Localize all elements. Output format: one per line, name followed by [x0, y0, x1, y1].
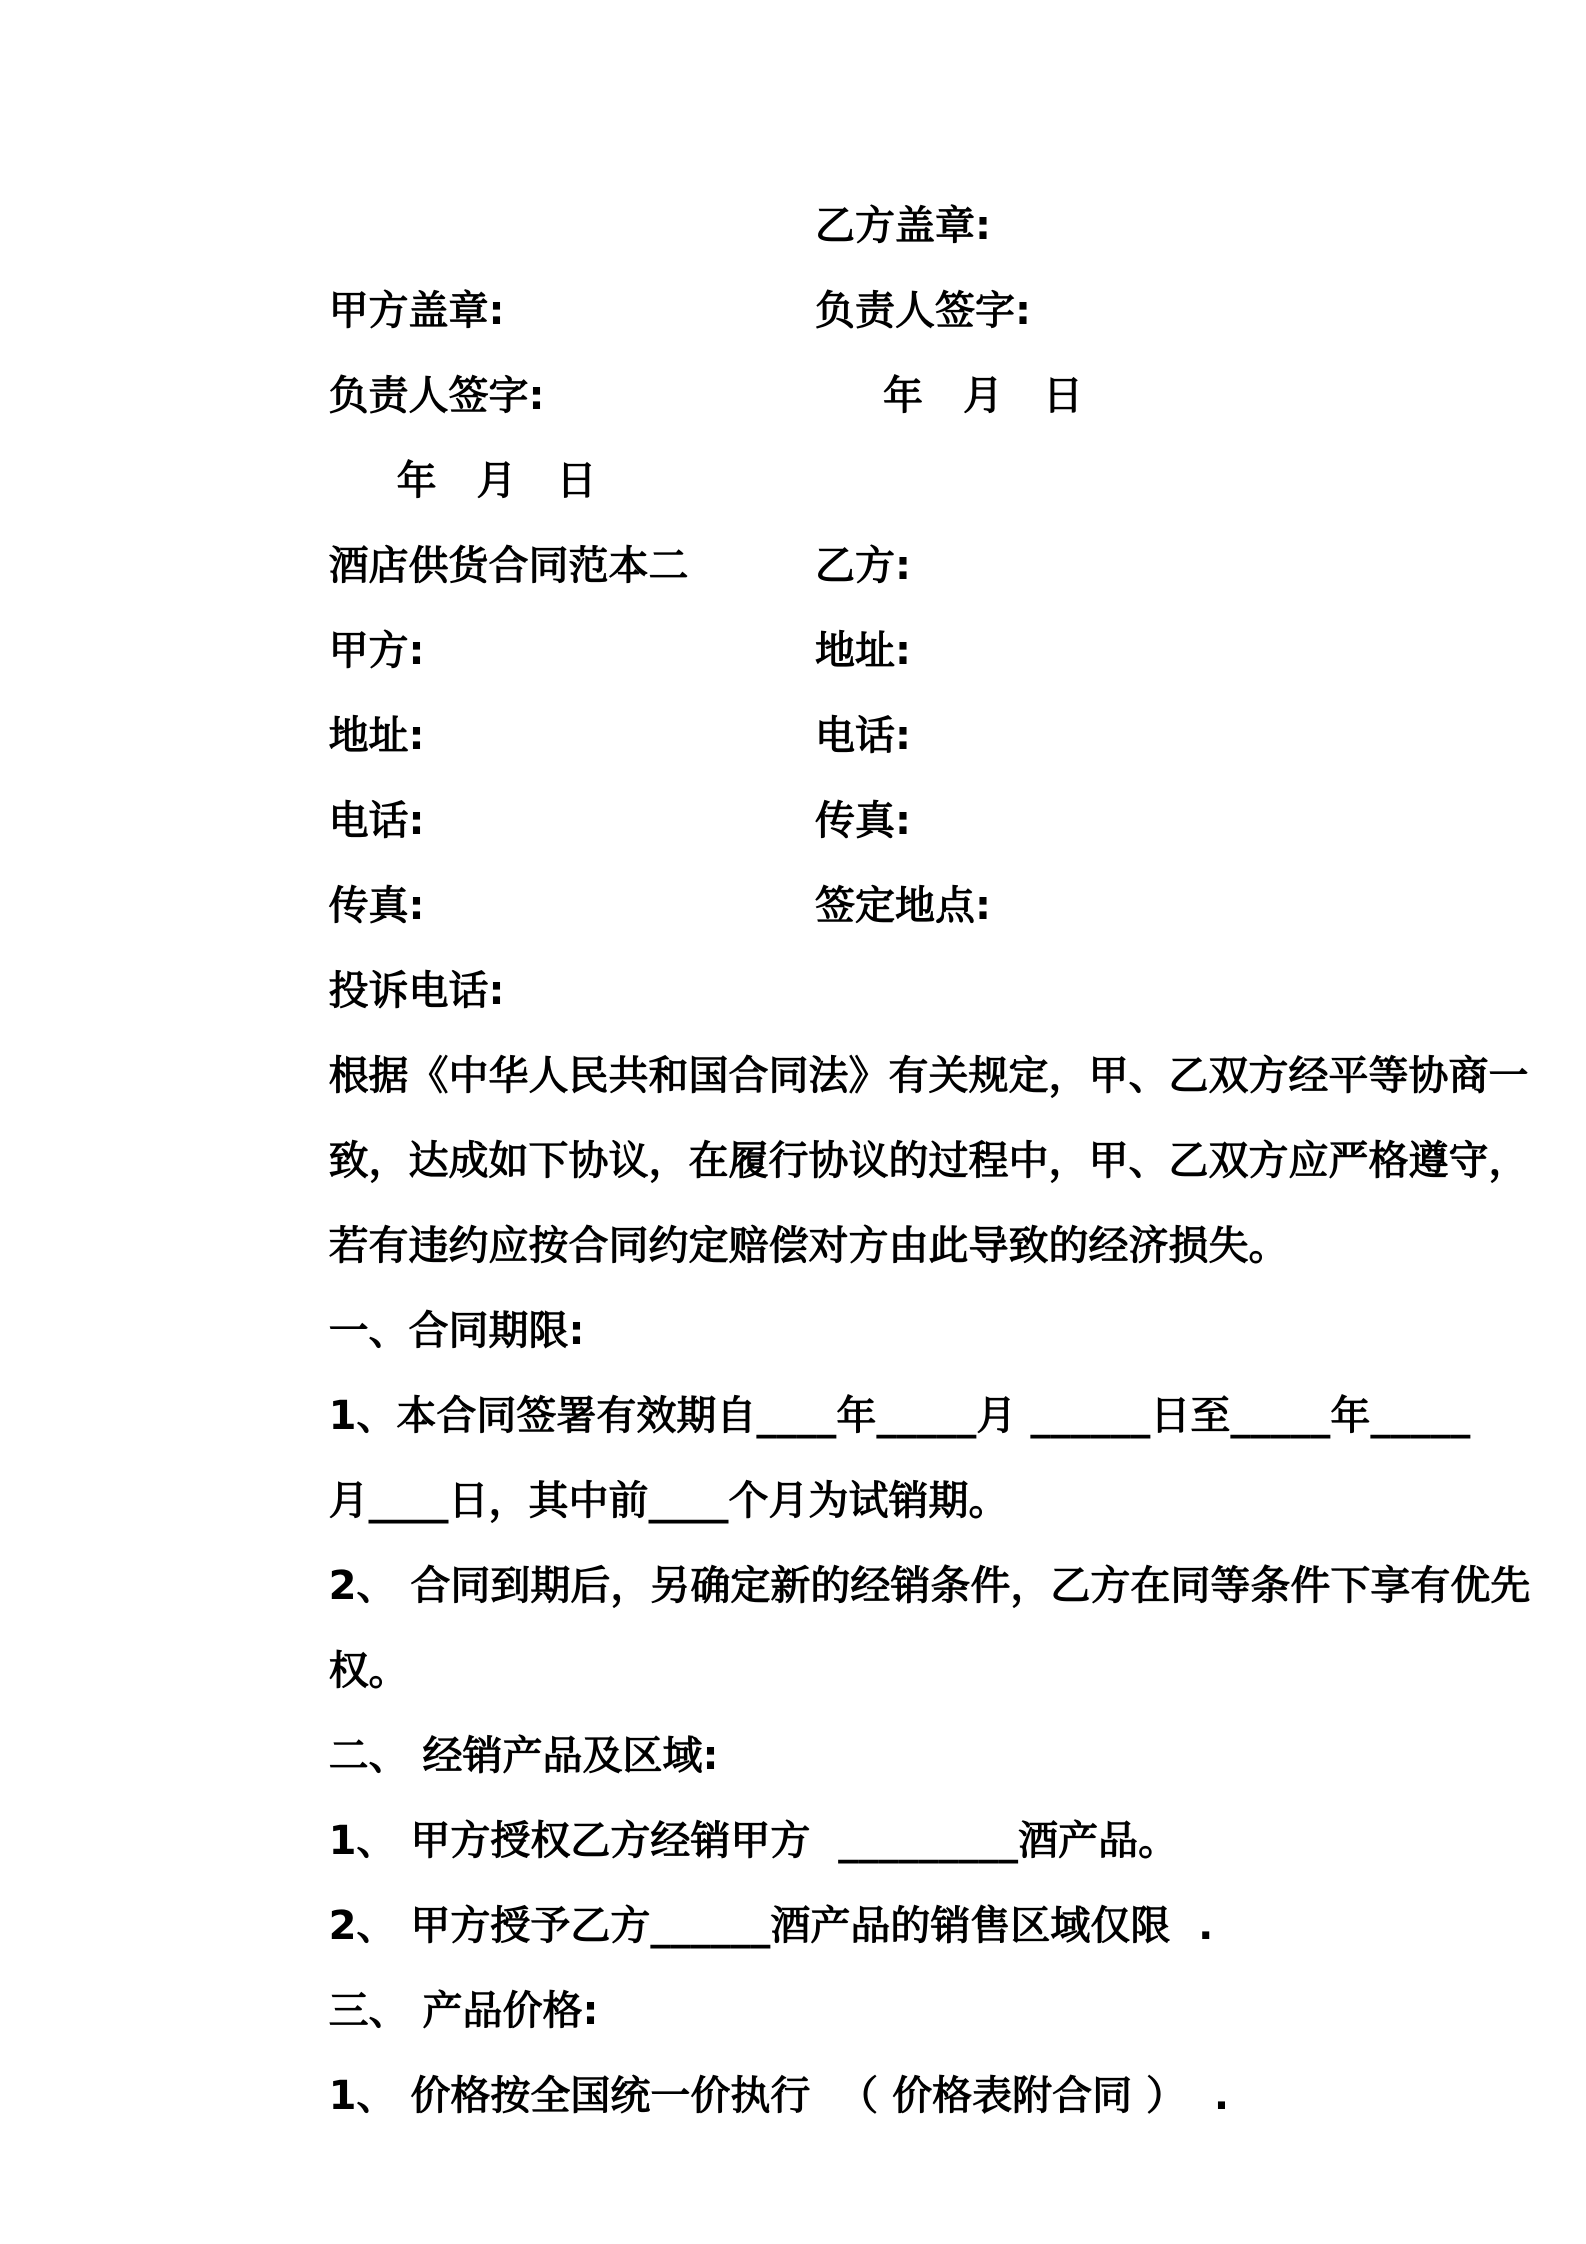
party-b-date-line: 年 月 日 — [883, 373, 1083, 419]
clause-products-item-1 — [245, 1714, 1455, 1864]
clause-text: 1、 甲方授权乙方经销甲方 _________酒产品。 — [328, 1818, 1179, 1864]
party-a-stamp-label: 甲方盖章: — [328, 288, 505, 334]
clause-text: 2、 甲方授予乙方______酒产品的销售区域仅限 . — [328, 1903, 1214, 1949]
party-a-address-label: 地址: — [328, 713, 425, 759]
clause-term-item-2-line-2 — [245, 1544, 1455, 1694]
clause-heading-text: 二、 经销产品及区域: — [328, 1733, 719, 1779]
preamble-text: 致，达成如下协议，在履行协议的过程中，甲、乙双方应严格遵守， — [328, 1138, 1529, 1184]
preamble-text: 若有违约应按合同约定赔偿对方由此导致的经济损失。 — [328, 1223, 1289, 1269]
clause-term-item-2-line-1 — [245, 1459, 1531, 1609]
clause-text: 月____日，其中前____个月为试销期。 — [328, 1478, 1009, 1524]
party-b-name-label: 乙方: — [815, 543, 911, 589]
clause-heading-term — [245, 1204, 1455, 1354]
preamble-text: 根据《中华人民共和国合同法》有关规定，甲、乙双方经平等协商一 — [328, 1053, 1529, 1099]
complaint-signing-row — [245, 864, 1455, 1014]
party-b-fax-label: 传真: — [815, 798, 911, 844]
party-b-stamp-label: 乙方盖章: — [815, 203, 991, 249]
clause-term-item-1-line-1 — [245, 1289, 1471, 1439]
contract-title: 酒店供货合同范本二 — [328, 543, 689, 589]
signing-place-label: 签定地点: — [815, 883, 991, 929]
party-a-phone-label: 电话: — [328, 798, 425, 844]
clause-heading-text: 一、合同期限: — [328, 1308, 585, 1354]
party-a-signer-label: 负责人签字: — [328, 373, 545, 419]
clause-products-item-2 — [245, 1799, 1455, 1949]
clause-text: 权。 — [328, 1648, 409, 1694]
clause-price-item-1 — [245, 1969, 1455, 2119]
preamble-line-3 — [245, 1119, 1455, 1269]
party-b-address-label: 地址: — [815, 628, 911, 674]
clause-term-item-1-line-2 — [245, 1374, 1455, 1524]
preamble-line-2 — [245, 1034, 1529, 1184]
clause-heading-products — [245, 1629, 1455, 1779]
clause-text: 1、本合同签署有效期自____年_____月 ______日至_____年_____ — [328, 1393, 1471, 1439]
party-a-fax-label: 传真: — [328, 883, 425, 929]
document-content — [245, 184, 1531, 2119]
clause-text: 1、 价格按全国统一价执行 （ 价格表附合同 ） . — [328, 2073, 1230, 2119]
date-row — [245, 354, 1455, 504]
party-a-date-line: 年 月 日 — [396, 458, 597, 504]
preamble-line-1 — [245, 949, 1529, 1099]
party-b-signer-label: 负责人签字: — [815, 288, 1031, 334]
clause-heading-price — [245, 1884, 1455, 2034]
party-b-phone-label: 电话: — [815, 713, 911, 759]
clause-text: 2、 合同到期后，另确定新的经销条件，乙方在同等条件下享有优先 — [328, 1563, 1531, 1609]
clause-heading-text: 三、 产品价格: — [328, 1988, 599, 2034]
party-a-name-label: 甲方: — [328, 628, 425, 674]
complaint-phone-label: 投诉电话: — [328, 968, 505, 1014]
